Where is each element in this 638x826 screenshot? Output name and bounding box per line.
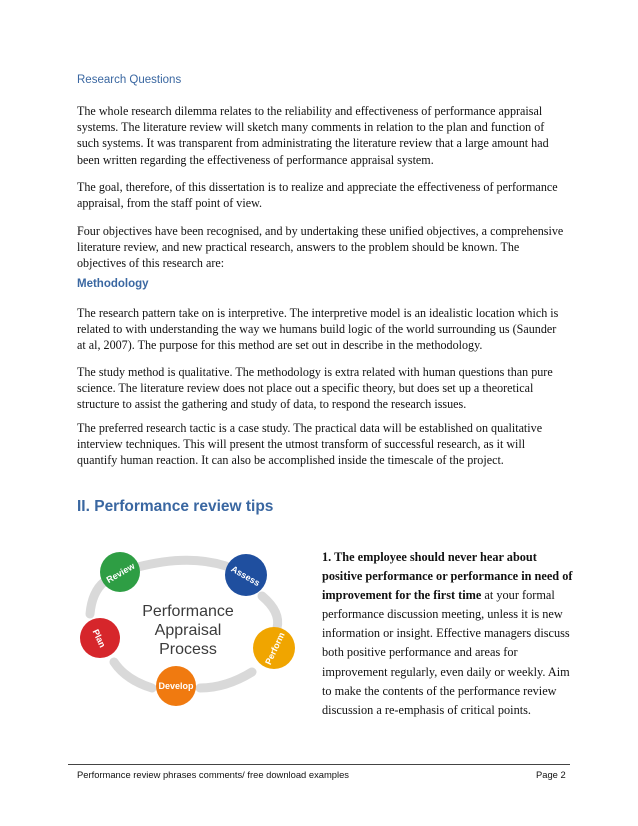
methodology-paragraph-2: The study method is qualitative. The methodology is extra related with human questions than pure science. The literature review does not place out a specific theory, but does set up a theoretical structure to assist the gathering and study of data, to respond the research issues. — [77, 365, 553, 412]
performance-appraisal-diagram — [76, 548, 312, 708]
research-paragraph-1: The whole research dilemma relates to the reliability and effectiveness of performance appraisal systems. The literature review will sketch many comments in relation to the plan and function of such systems. It was transparent from administrating the literature review that a large amount had been written regarding the effectiveness of performance appraisal system. — [77, 104, 549, 167]
research-questions-heading: Research Questions — [77, 74, 182, 86]
research-paragraph-3: Four objectives have been recognised, and by undertaking these unified objectives, a comprehensive literature review, and new practical research, answers to the problem should be known. The objectives of this research are: — [77, 224, 564, 271]
step-develop — [156, 666, 196, 706]
arrow-assess-perform — [262, 596, 278, 628]
step-perform-label: Perform — [263, 630, 287, 667]
step-assess — [225, 554, 267, 596]
step-assess-label: Assess — [229, 563, 262, 589]
diagram-title-line-1: Performance — [142, 603, 234, 620]
tip-1 — [322, 548, 574, 720]
step-review-label: Review — [104, 560, 137, 585]
diagram-title-line-2: Appraisal — [154, 622, 222, 639]
step-plan-label: Plan — [90, 627, 108, 650]
step-review — [100, 552, 140, 592]
section-title: II. Performance review tips — [77, 498, 274, 515]
arrow-develop-plan — [114, 662, 152, 688]
footer-title: Performance review phrases comments/ free download examples — [77, 769, 349, 780]
page-number: Page 2 — [536, 769, 566, 780]
arrow-perform-develop — [200, 672, 252, 688]
tip-1-text: at your formal performance discussion meeting, unless it is new information or insight. Effective managers discuss both positive performance and areas for improvement regularly, even daily or weekly. Aim to make the contents of the performance review discussion a re-emphasis of critical points. — [322, 588, 570, 717]
step-perform — [253, 627, 295, 669]
tip-1-bold: 1. The employee should never hear about positive performance or performance in need of improvement for the first time — [322, 550, 573, 603]
diagram-title-line-3: Process — [159, 641, 217, 658]
methodology-paragraph-1: The research pattern take on is interpretive. The interpretive model is an idealistic location which is related to with understanding the way we humans build logic of the world surrounding us (Saunder at al, 2007). The purpose for this method are set out in describe in the methodology. — [77, 306, 559, 353]
research-paragraph-2: The goal, therefore, of this dissertation is to realize and appreciate the effectiveness of performance appraisal, from the staff point of view. — [77, 180, 558, 211]
methodology-heading: Methodology — [77, 278, 149, 290]
step-plan — [80, 618, 120, 658]
arrow-plan-review — [90, 582, 104, 614]
step-develop-label: Develop — [158, 681, 194, 691]
arrow-review-assess — [138, 560, 226, 567]
footer-rule — [68, 764, 570, 765]
methodology-paragraph-3: The preferred research tactic is a case study. The practical data will be established on qualitative interview techniques. This will present the utmost transform of successful research, as it will quantify human reaction. It can also be accomplished inside the timescale of the project. — [77, 421, 543, 468]
